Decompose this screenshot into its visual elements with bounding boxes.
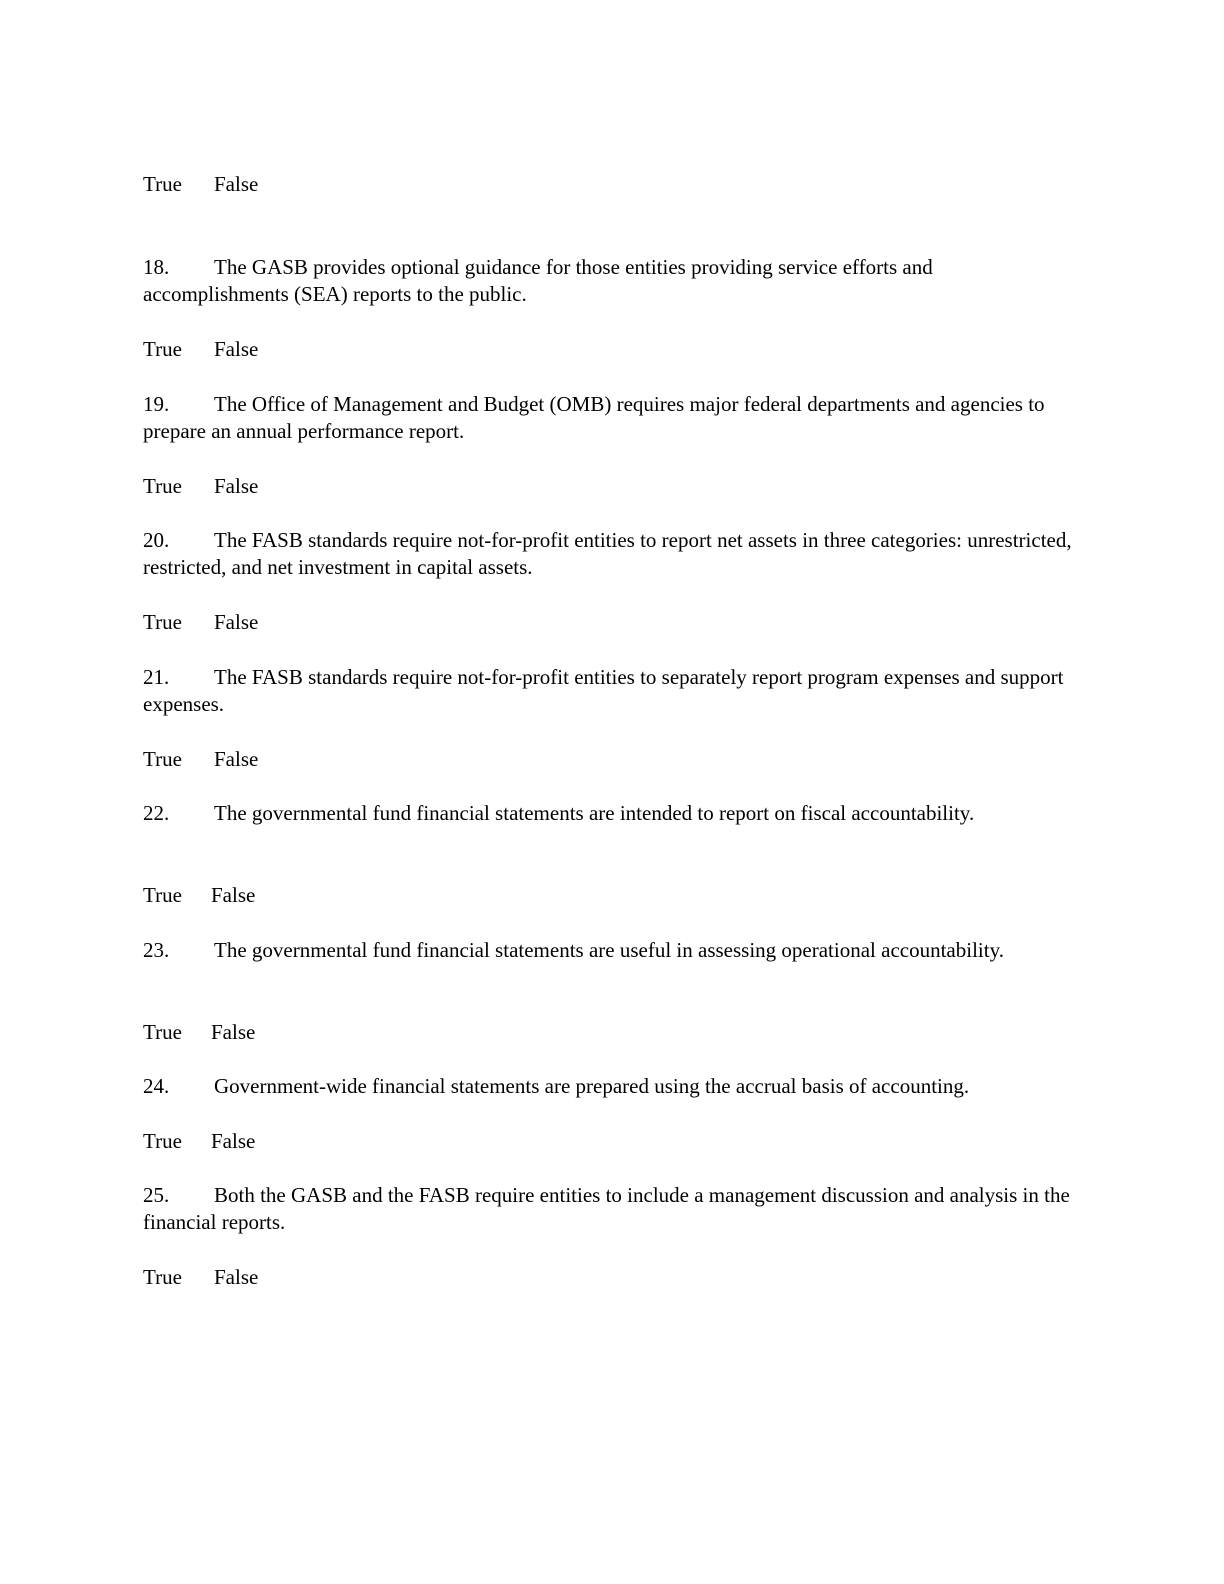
option-true[interactable]: True: [143, 1020, 182, 1044]
option-false[interactable]: False: [214, 337, 259, 361]
answer-options-21: [143, 746, 258, 773]
question-text: The Office of Management and Budget (OMB) requires major federal departments and agencies to prepare an annual performance report.: [143, 392, 1045, 443]
question-number: 22.: [143, 801, 170, 825]
option-true[interactable]: True: [143, 1129, 182, 1153]
question-number: 19.: [143, 392, 170, 416]
question-19: [143, 391, 1083, 445]
question-text: The GASB provides optional guidance for those entities providing service efforts and accomplishments (SEA) reports to the public.: [143, 255, 933, 306]
answer-options-25: [143, 1264, 258, 1291]
option-false[interactable]: False: [214, 474, 259, 498]
option-false[interactable]: False: [214, 747, 259, 771]
answer-options-18: [143, 336, 258, 363]
question-21: [143, 664, 1083, 718]
answer-options-17: [143, 171, 258, 198]
question-number: 23.: [143, 938, 170, 962]
answer-options-23: [143, 1019, 255, 1046]
option-true[interactable]: True: [143, 1265, 182, 1289]
option-true[interactable]: True: [143, 747, 182, 771]
question-text: Government-wide financial statements are prepared using the accrual basis of accounting.: [214, 1074, 970, 1098]
answer-options-20: [143, 609, 258, 636]
question-20: [143, 527, 1083, 581]
question-25: [143, 1182, 1083, 1236]
question-number: 18.: [143, 255, 170, 279]
question-number: 21.: [143, 665, 170, 689]
question-text: The FASB standards require not-for-profit entities to report net assets in three categories: unrestricted, restricted, and net investment in capital assets.: [143, 528, 1072, 579]
option-true[interactable]: True: [143, 610, 182, 634]
question-23: [143, 937, 1083, 964]
answer-options-24: [143, 1128, 255, 1155]
question-number: 25.: [143, 1183, 170, 1207]
option-false[interactable]: False: [211, 1020, 256, 1044]
question-text: The FASB standards require not-for-profit entities to separately report program expenses and support expenses.: [143, 665, 1064, 716]
question-22: [143, 800, 1083, 827]
question-text: The governmental fund financial statements are intended to report on fiscal accountability.: [214, 801, 975, 825]
answer-options-22: [143, 882, 255, 909]
option-false[interactable]: False: [211, 1129, 256, 1153]
option-false[interactable]: False: [211, 883, 256, 907]
question-number: 24.: [143, 1074, 170, 1098]
option-true[interactable]: True: [143, 474, 182, 498]
option-true[interactable]: True: [143, 883, 182, 907]
option-true[interactable]: True: [143, 172, 182, 196]
question-text: Both the GASB and the FASB require entities to include a management discussion and analysis in the financial reports.: [143, 1183, 1070, 1234]
option-true[interactable]: True: [143, 337, 182, 361]
question-text: The governmental fund financial statements are useful in assessing operational accountability.: [214, 938, 1004, 962]
option-false[interactable]: False: [214, 610, 259, 634]
option-false[interactable]: False: [214, 1265, 259, 1289]
answer-options-19: [143, 473, 258, 500]
question-number: 20.: [143, 528, 170, 552]
option-false[interactable]: False: [214, 172, 259, 196]
question-18: [143, 254, 1083, 308]
question-24: [143, 1073, 1103, 1100]
